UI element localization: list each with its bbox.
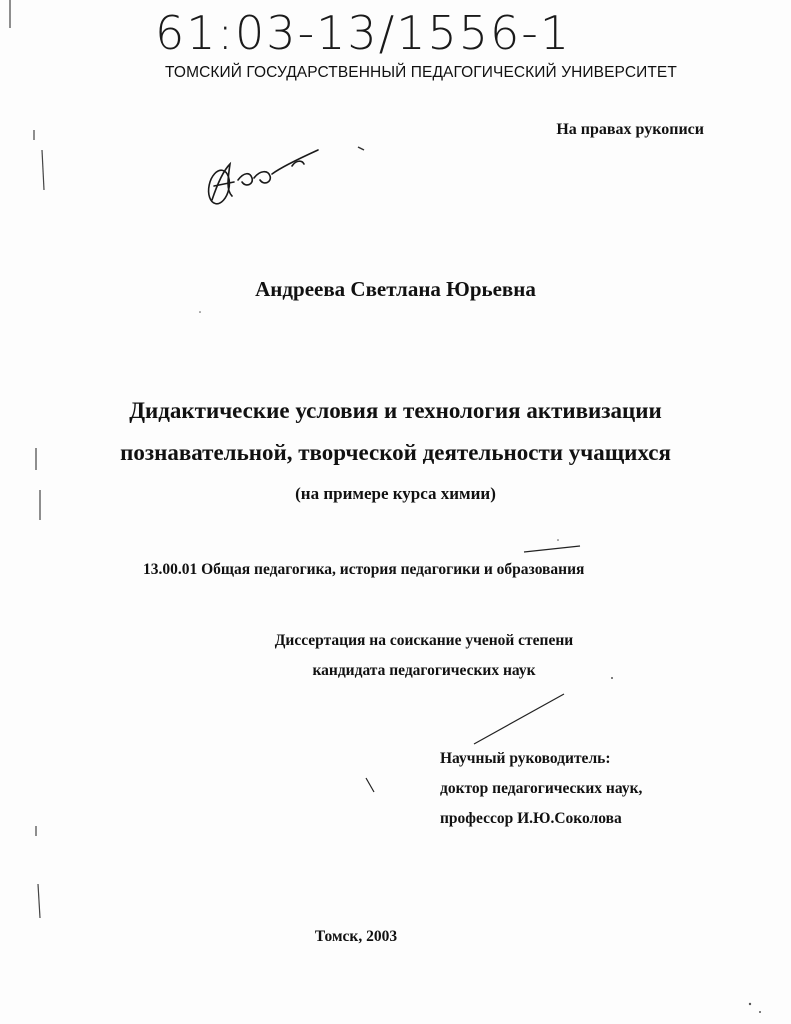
stray-line <box>474 694 564 744</box>
stray-mark <box>358 147 364 150</box>
dissertation-degree-line-2: кандидата педагогических наук <box>312 662 536 679</box>
signature <box>206 150 318 206</box>
title-subtitle: (на примере курса химии) <box>295 484 496 503</box>
supervisor-name: профессор И.Ю.Соколова <box>440 810 622 827</box>
specialty-code: 13.00.01 Общая педагогика, история педагогики и образования <box>143 561 585 578</box>
title-line-1: Дидактические условия и технология активизации <box>129 398 662 423</box>
handwritten-catalog-code: 61:03-13/1556-1 <box>155 6 572 60</box>
city-year: Томск, 2003 <box>314 928 398 945</box>
stray-line <box>366 778 374 792</box>
stray-line <box>524 546 580 552</box>
university-name: ТОМСКИЙ ГОСУДАРСТВЕННЫЙ ПЕДАГОГИЧЕСКИЙ УНИВЕРСИТЕТ <box>165 64 677 81</box>
dissertation-degree-line-1: Диссертация на соискание ученой степени <box>274 632 574 649</box>
supervisor-degree: доктор педагогических наук, <box>440 780 643 797</box>
title-line-2: познавательной, творческой деятельности учащихся <box>120 440 671 465</box>
author-name: Андреева Светлана Юрьевна <box>255 277 536 301</box>
supervisor-label: Научный руководитель: <box>440 750 611 767</box>
rights-note: На правах рукописи <box>556 121 704 138</box>
